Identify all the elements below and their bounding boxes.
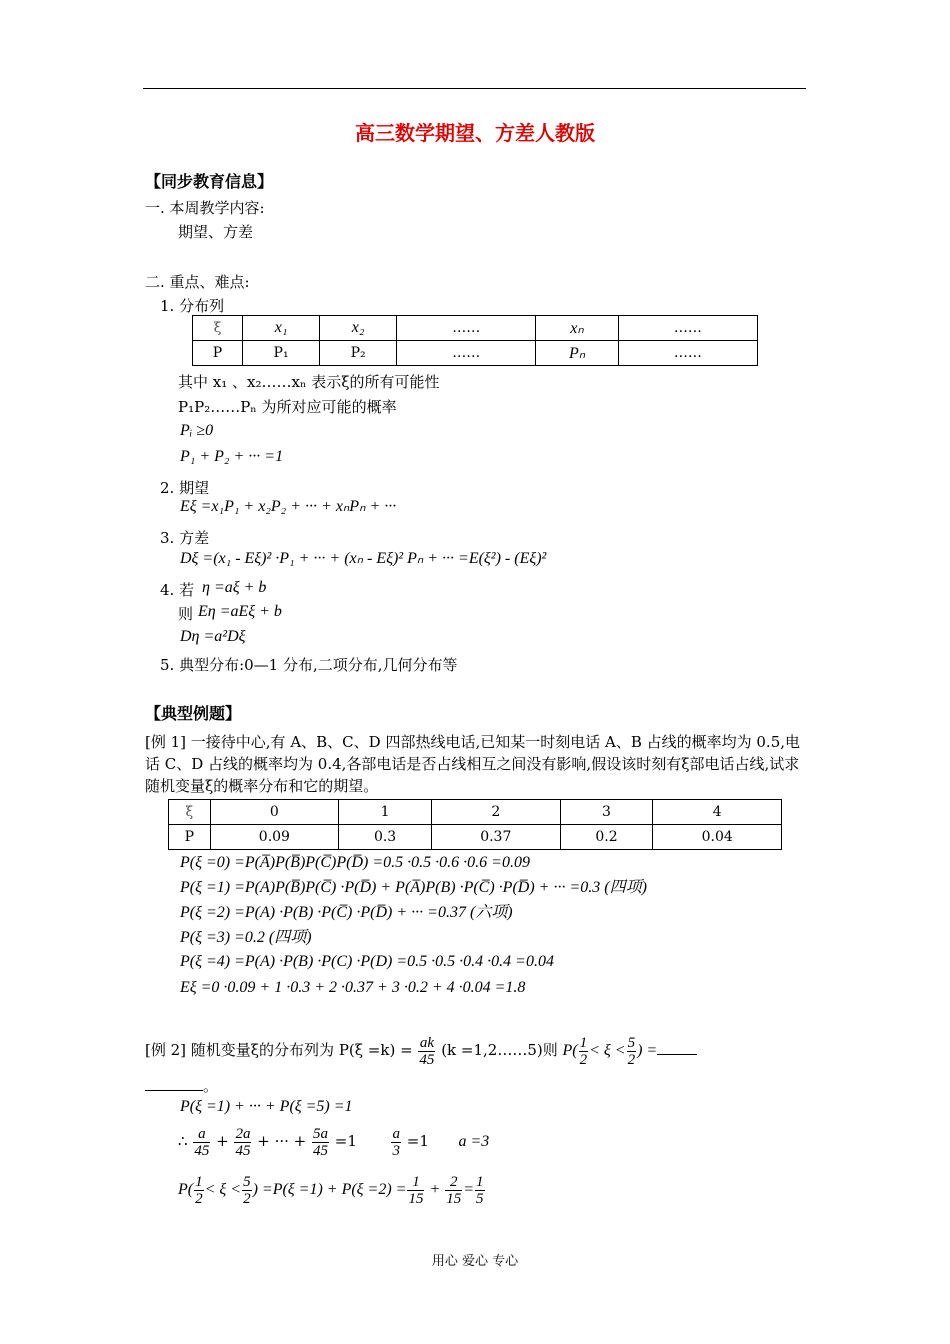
frac-num: 2 — [445, 1174, 462, 1191]
expectation-formula: Eξ =x₁P₁ + x₂P₂ + ··· + xₙPₙ + ··· — [180, 498, 397, 515]
table-cell: xₙ — [536, 316, 618, 341]
ex2-prefix: [例 2] 随机变量ξ的分布列为 P(ξ =k) = — [145, 1041, 413, 1059]
table-cell: 0.04 — [653, 825, 782, 850]
frac-num: 5a — [313, 1125, 329, 1142]
point-1-label: 1. 分布列 — [160, 297, 225, 315]
frac-num: 5 — [627, 1034, 636, 1051]
frac-den: 2 — [627, 1051, 636, 1068]
frac-num: 1 — [407, 1174, 424, 1191]
ex2-res-lt: < ξ < — [204, 1181, 242, 1198]
ex2-res-mid: ) =P(ξ =1) + P(ξ =2) = — [252, 1181, 407, 1198]
transform-expectation: Eη =aEξ + b — [198, 603, 282, 620]
frac-num: ak — [419, 1034, 434, 1051]
ex2-solve-line — [178, 1121, 489, 1162]
table-cell: 0 — [210, 800, 339, 825]
note-nonnegative: Pᵢ ≥0 — [180, 422, 214, 439]
example-1-text: [例 1] 一接待中心,有 A、B、C、D 四部热线电话,已知某一时刻电话 A、B 占线的概率均为 0.5,电话 C、D 占线的概率均为 0.4,各部电话是否占线相互之间没有影响,假设该时刻有ξ部电话占线,试求随机变量ξ的概率分布和它的期望。 — [145, 733, 801, 795]
note-possibilities: 其中 x₁ 、x₂……xₙ 表示ξ的所有可能性 — [178, 373, 440, 391]
fraction — [391, 1126, 401, 1159]
ex2-k-range: (k =1,2……5)则 — [441, 1041, 558, 1059]
section-heading-examples: 【典型例题】 — [145, 704, 242, 723]
answer-blank-continued[interactable] — [145, 1076, 218, 1096]
frac-den: 2 — [579, 1051, 588, 1068]
fraction — [242, 1174, 252, 1207]
equals-one: =1 — [406, 1132, 429, 1150]
table-row — [193, 341, 758, 366]
frac-num: 1 — [476, 1173, 484, 1190]
table-cell: P — [169, 825, 211, 850]
frac-den: 15 — [408, 1190, 424, 1207]
ex1-line-3: P(ξ =3) =0.2 (四项) — [180, 929, 312, 946]
example-1-table — [168, 799, 782, 850]
ex1-line-1: P(ξ =1) =P(A)P(B̅)P(C̅) ·P(D̅) + P(A̅)P(B) ·P(C̅) ·P(D̅) + ··· =0.3 (四项) — [180, 879, 647, 896]
a-equals-3: a =3 — [458, 1133, 490, 1150]
ex2-period: 。 — [203, 1077, 219, 1095]
ex2-result-line — [178, 1170, 486, 1210]
frac-num: 2a — [235, 1125, 251, 1142]
distribution-table — [192, 315, 758, 366]
fraction — [194, 1174, 204, 1207]
table-cell: 0.3 — [339, 825, 432, 850]
table-cell: P₁ — [243, 341, 320, 366]
ex2-res-p: P( — [178, 1181, 194, 1198]
table-row — [169, 800, 782, 825]
ex2-q-end: ) = — [637, 1042, 658, 1059]
frac-den: 45 — [194, 1142, 210, 1159]
half-fraction — [579, 1035, 589, 1068]
table-cell: 2 — [432, 800, 561, 825]
ex1-line-2: P(ξ =2) =P(A) ·P(B) ·P(C̅) ·P(D̅) + ··· =0.37 (六项) — [180, 904, 513, 921]
point-4-label: 4. 若 — [160, 581, 195, 599]
frac-den: 2 — [243, 1190, 251, 1207]
ex1-line-0: P(ξ =0) =P(A̅)P(B̅)P(C̅)P(D̅) =0.5 ·0.5 ·0.6 ·0.6 =0.09 — [180, 854, 530, 871]
table-cell: 0.2 — [560, 825, 653, 850]
section-heading-sync: 【同步教育信息】 — [145, 172, 274, 191]
ex2-sum-line: P(ξ =1) + ··· + P(ξ =5) =1 — [180, 1098, 353, 1115]
fraction — [407, 1174, 424, 1207]
variance-formula: Dξ =(x₁ - Eξ)² ·P₁ + ··· + (xₙ - Eξ)² Pₙ + ··· =E(ξ²) - (Eξ)² — [180, 550, 547, 567]
example-2-question — [145, 1030, 697, 1071]
note-sum-one: P₁ + P₂ + ··· =1 — [180, 448, 284, 465]
equals-one: =1 — [334, 1132, 357, 1150]
table-cell: …… — [618, 341, 757, 366]
item-2: 二. 重点、难点: — [145, 273, 250, 291]
frac-den: 45 — [313, 1142, 329, 1159]
item-1-sub: 期望、方差 — [178, 223, 254, 241]
fraction — [193, 1126, 210, 1159]
table-cell: ξ — [193, 316, 243, 341]
fraction — [475, 1174, 485, 1207]
table-row — [193, 316, 758, 341]
frac-den: 5 — [476, 1190, 484, 1207]
point-3-label: 3. 方差 — [160, 529, 210, 547]
table-cell: x₂ — [320, 316, 397, 341]
fraction — [234, 1126, 251, 1159]
table-cell: …… — [397, 316, 536, 341]
fraction — [445, 1174, 462, 1207]
plus: + — [216, 1132, 229, 1150]
point-2-label: 2. 期望 — [160, 479, 210, 497]
table-cell: …… — [618, 316, 757, 341]
table-cell: 1 — [339, 800, 432, 825]
frac-num: 1 — [579, 1034, 588, 1051]
table-cell: Pₙ — [536, 341, 618, 366]
frac-num: a — [392, 1125, 400, 1142]
table-cell: 4 — [653, 800, 782, 825]
table-cell: P₂ — [320, 341, 397, 366]
table-cell: P — [193, 341, 243, 366]
item-1: 一. 本周教学内容: — [145, 199, 265, 217]
ex2-q-lt: < ξ < — [589, 1042, 626, 1059]
transform-variance: Dη =a²Dξ — [180, 628, 246, 645]
frac-den: 15 — [446, 1190, 462, 1207]
table-cell: 3 — [560, 800, 653, 825]
note-probabilities: P₁P₂……Pₙ 为所对应可能的概率 — [178, 398, 397, 416]
equals: = — [463, 1181, 475, 1198]
table-cell: x₁ — [243, 316, 320, 341]
therefore-symbol: ∴ — [178, 1132, 188, 1150]
page-footer: 用心 爱心 专心 — [431, 1254, 519, 1269]
plus: + — [429, 1181, 441, 1198]
table-cell: ξ — [169, 800, 211, 825]
ex1-line-5: Eξ =0 ·0.09 + 1 ·0.3 + 2 ·0.37 + 3 ·0.2 + 4 ·0.04 =1.8 — [180, 979, 526, 996]
plus-dots: + ··· + — [257, 1132, 307, 1150]
fraction — [312, 1126, 329, 1159]
table-row — [169, 825, 782, 850]
table-cell: …… — [397, 341, 536, 366]
ex1-line-4: P(ξ =4) =P(A) ·P(B) ·P(C) ·P(D) =0.5 ·0.5 ·0.4 ·0.4 =0.04 — [180, 953, 554, 970]
answer-blank[interactable] — [657, 1040, 697, 1055]
table-cell: 0.09 — [210, 825, 339, 850]
five-half-fraction — [627, 1035, 637, 1068]
table-cell: 0.37 — [432, 825, 561, 850]
frac-den: 3 — [392, 1142, 400, 1159]
frac-num: a — [193, 1126, 210, 1143]
linear-transform: η =aξ + b — [202, 579, 267, 596]
frac-num: 5 — [243, 1173, 251, 1190]
ex2-q-p: P( — [562, 1042, 578, 1059]
frac-den: 45 — [419, 1051, 435, 1068]
answer-blank-line[interactable] — [145, 1076, 203, 1091]
frac-den: 45 — [235, 1142, 251, 1159]
then-label: 则 — [178, 605, 194, 623]
ex2-fraction — [418, 1035, 435, 1068]
page-title: 高三数学期望、方差人教版 — [355, 121, 595, 145]
frac-num: 1 — [195, 1173, 203, 1190]
point-5: 5. 典型分布:0—1 分布,二项分布,几何分布等 — [160, 656, 458, 674]
frac-den: 2 — [195, 1190, 203, 1207]
header-rule — [143, 88, 806, 89]
